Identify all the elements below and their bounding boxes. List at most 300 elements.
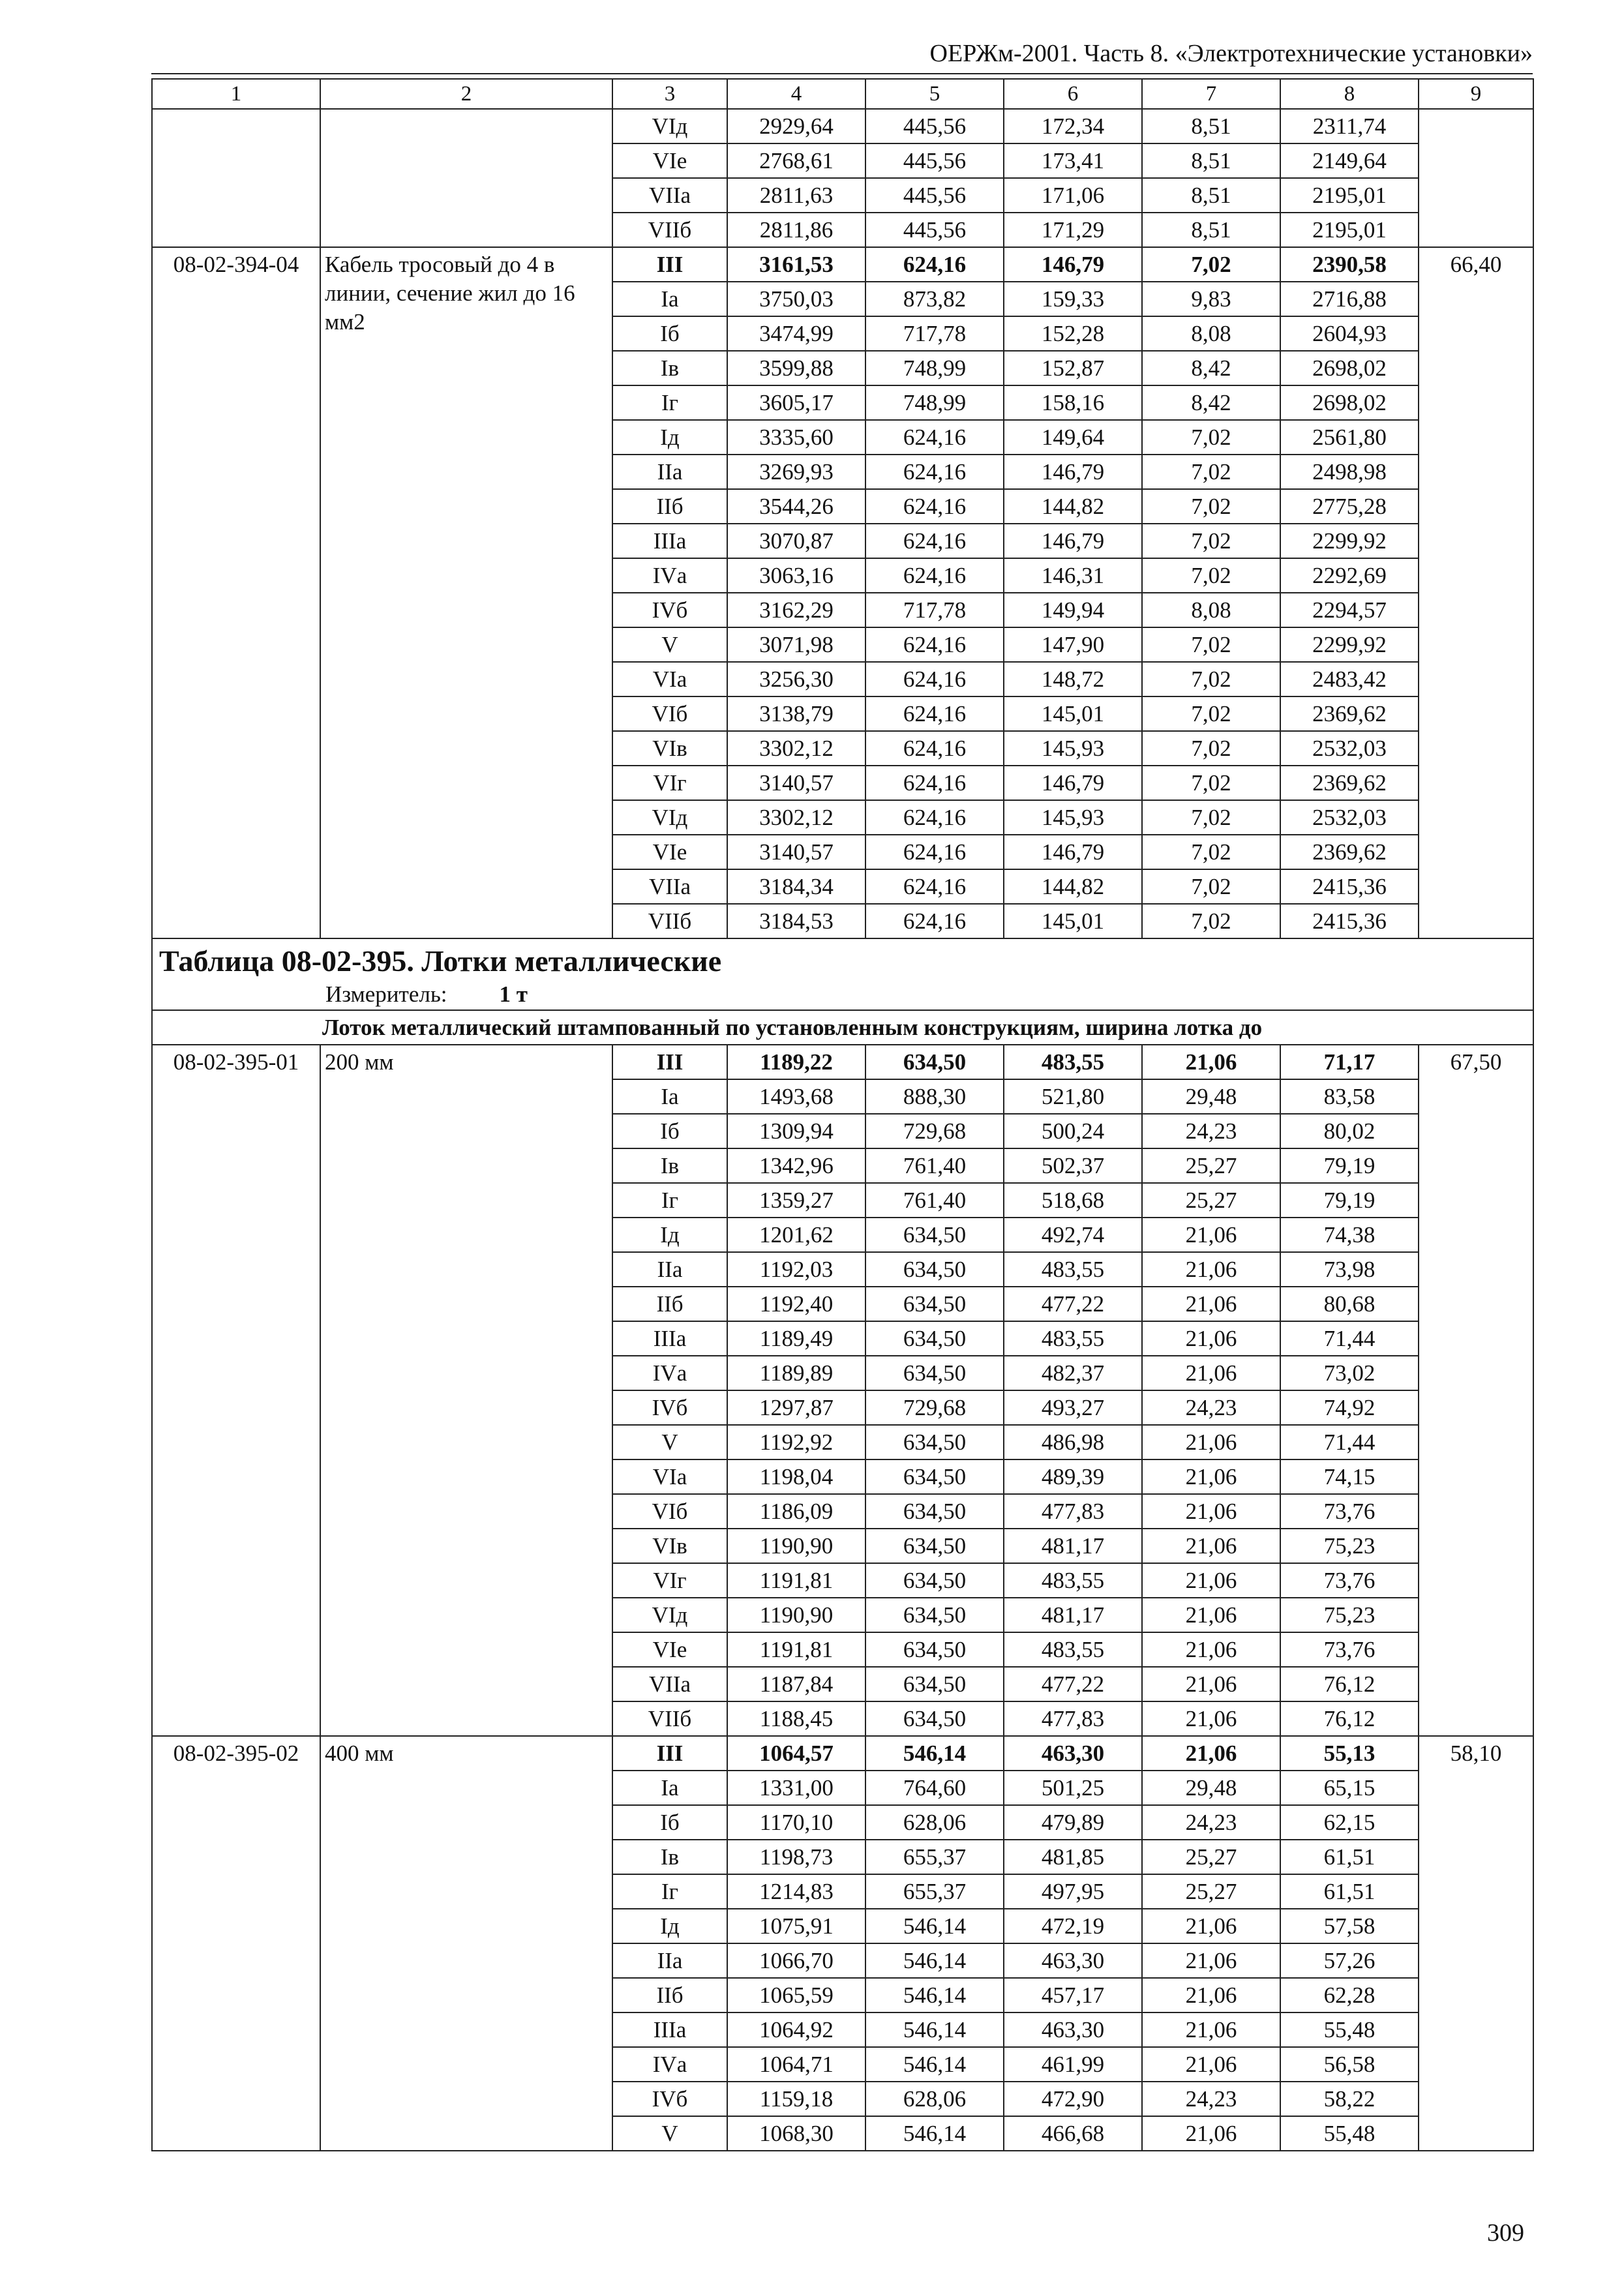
value-cell: 624,16 bbox=[865, 696, 1004, 731]
value-cell: 2369,62 bbox=[1280, 835, 1419, 869]
labor-norm: 66,40 bbox=[1419, 247, 1533, 938]
value-cell: 628,06 bbox=[865, 2082, 1004, 2116]
value-cell: 79,19 bbox=[1280, 1148, 1419, 1183]
value-cell: 2604,93 bbox=[1280, 316, 1419, 351]
value-cell: 2415,36 bbox=[1280, 904, 1419, 938]
value-cell: 7,02 bbox=[1142, 558, 1280, 593]
region-cell: VIв bbox=[612, 1529, 727, 1563]
value-cell: 2294,57 bbox=[1280, 593, 1419, 627]
region-cell: Iг bbox=[612, 1874, 727, 1909]
value-cell: 1066,70 bbox=[727, 1943, 865, 1978]
value-cell: 1309,94 bbox=[727, 1114, 865, 1148]
region-cell: IIб bbox=[612, 1287, 727, 1321]
region-cell: VIе bbox=[612, 143, 727, 178]
work-description: 200 мм bbox=[320, 1045, 612, 1736]
labor-norm: 58,10 bbox=[1419, 1736, 1533, 2151]
value-cell: 8,51 bbox=[1142, 178, 1280, 213]
region-cell: IVа bbox=[612, 2047, 727, 2082]
value-cell: 2811,63 bbox=[727, 178, 865, 213]
region-cell: IVб bbox=[612, 2082, 727, 2116]
value-cell: 7,02 bbox=[1142, 904, 1280, 938]
value-cell: 457,17 bbox=[1004, 1978, 1142, 2012]
value-cell: 144,82 bbox=[1004, 869, 1142, 904]
value-cell: 1198,04 bbox=[727, 1459, 865, 1494]
value-cell: 2532,03 bbox=[1280, 731, 1419, 766]
value-cell: 518,68 bbox=[1004, 1183, 1142, 1218]
value-cell: 481,17 bbox=[1004, 1598, 1142, 1632]
value-cell: 1359,27 bbox=[727, 1183, 865, 1218]
value-cell: 55,13 bbox=[1280, 1736, 1419, 1771]
value-cell: 624,16 bbox=[865, 524, 1004, 558]
value-cell: 21,06 bbox=[1142, 1252, 1280, 1287]
value-cell: 463,30 bbox=[1004, 2012, 1142, 2047]
value-cell: 634,50 bbox=[865, 1563, 1004, 1598]
value-cell: 21,06 bbox=[1142, 1909, 1280, 1943]
region-cell: IIб bbox=[612, 489, 727, 524]
region-cell: III bbox=[612, 247, 727, 282]
value-cell: 1190,90 bbox=[727, 1529, 865, 1563]
value-cell: 486,98 bbox=[1004, 1425, 1142, 1459]
value-cell: 147,90 bbox=[1004, 627, 1142, 662]
measurer-line bbox=[159, 980, 1526, 1010]
value-cell: 80,68 bbox=[1280, 1287, 1419, 1321]
value-cell: 1075,91 bbox=[727, 1909, 865, 1943]
region-cell: Iг bbox=[612, 1183, 727, 1218]
value-cell: 152,87 bbox=[1004, 351, 1142, 385]
value-cell: 76,12 bbox=[1280, 1701, 1419, 1736]
value-cell: 1065,59 bbox=[727, 1978, 865, 2012]
value-cell: 481,85 bbox=[1004, 1840, 1142, 1874]
value-cell: 65,15 bbox=[1280, 1771, 1419, 1805]
value-cell: 655,37 bbox=[865, 1840, 1004, 1874]
value-cell: 483,55 bbox=[1004, 1252, 1142, 1287]
value-cell: 1170,10 bbox=[727, 1805, 865, 1840]
value-cell: 634,50 bbox=[865, 1321, 1004, 1356]
table-title: Таблица 08-02-395. Лотки металлические bbox=[159, 944, 722, 978]
value-cell: 8,51 bbox=[1142, 143, 1280, 178]
value-cell: 21,06 bbox=[1142, 2012, 1280, 2047]
position-code: 08-02-395-01 bbox=[152, 1045, 320, 1736]
value-cell: 146,79 bbox=[1004, 835, 1142, 869]
region-cell: Iд bbox=[612, 1909, 727, 1943]
value-cell: 7,02 bbox=[1142, 835, 1280, 869]
value-cell: 472,19 bbox=[1004, 1909, 1142, 1943]
value-cell: 717,78 bbox=[865, 593, 1004, 627]
value-cell: 1186,09 bbox=[727, 1494, 865, 1529]
region-cell: IIа bbox=[612, 455, 727, 489]
value-cell: 479,89 bbox=[1004, 1805, 1142, 1840]
value-cell: 483,55 bbox=[1004, 1045, 1142, 1079]
value-cell: 546,14 bbox=[865, 1909, 1004, 1943]
column-number: 8 bbox=[1280, 79, 1419, 109]
region-cell: IVб bbox=[612, 1390, 727, 1425]
region-cell: IVа bbox=[612, 1356, 727, 1390]
column-number: 9 bbox=[1419, 79, 1533, 109]
region-cell: IIIа bbox=[612, 524, 727, 558]
value-cell: 7,02 bbox=[1142, 420, 1280, 455]
region-cell: VIб bbox=[612, 696, 727, 731]
value-cell: 1191,81 bbox=[727, 1563, 865, 1598]
region-cell: VIIа bbox=[612, 1667, 727, 1701]
value-cell: 145,01 bbox=[1004, 904, 1142, 938]
value-cell: 1331,00 bbox=[727, 1771, 865, 1805]
region-cell: IIа bbox=[612, 1252, 727, 1287]
column-number: 4 bbox=[727, 79, 865, 109]
value-cell: 477,83 bbox=[1004, 1494, 1142, 1529]
value-cell: 1064,92 bbox=[727, 2012, 865, 2047]
region-cell: VIб bbox=[612, 1494, 727, 1529]
table-subheader: Лоток металлический штампованный по установленным конструкциям, ширина лотка до bbox=[152, 1010, 1533, 1045]
column-number: 1 bbox=[152, 79, 320, 109]
value-cell: 2716,88 bbox=[1280, 282, 1419, 316]
value-cell: 1297,87 bbox=[727, 1390, 865, 1425]
region-cell: VIв bbox=[612, 731, 727, 766]
value-cell: 58,22 bbox=[1280, 2082, 1419, 2116]
column-number: 6 bbox=[1004, 79, 1142, 109]
value-cell: 171,06 bbox=[1004, 178, 1142, 213]
value-cell: 21,06 bbox=[1142, 1943, 1280, 1978]
value-cell: 2483,42 bbox=[1280, 662, 1419, 696]
value-cell: 7,02 bbox=[1142, 766, 1280, 800]
region-cell: Iг bbox=[612, 385, 727, 420]
value-cell: 146,79 bbox=[1004, 247, 1142, 282]
value-cell: 501,25 bbox=[1004, 1771, 1142, 1805]
value-cell: 3140,57 bbox=[727, 835, 865, 869]
region-cell: VIIа bbox=[612, 178, 727, 213]
value-cell: 3302,12 bbox=[727, 731, 865, 766]
value-cell: 79,19 bbox=[1280, 1183, 1419, 1218]
value-cell: 21,06 bbox=[1142, 1459, 1280, 1494]
value-cell: 61,51 bbox=[1280, 1840, 1419, 1874]
value-cell: 3070,87 bbox=[727, 524, 865, 558]
value-cell: 2929,64 bbox=[727, 109, 865, 143]
value-cell: 2292,69 bbox=[1280, 558, 1419, 593]
value-cell: 21,06 bbox=[1142, 1978, 1280, 2012]
value-cell: 2311,74 bbox=[1280, 109, 1419, 143]
value-cell: 1192,92 bbox=[727, 1425, 865, 1459]
value-cell: 73,76 bbox=[1280, 1632, 1419, 1667]
region-cell: Iа bbox=[612, 282, 727, 316]
value-cell: 634,50 bbox=[865, 1045, 1004, 1079]
value-cell: 445,56 bbox=[865, 178, 1004, 213]
value-cell: 171,29 bbox=[1004, 213, 1142, 247]
value-cell: 1189,49 bbox=[727, 1321, 865, 1356]
value-cell: 57,58 bbox=[1280, 1909, 1419, 1943]
value-cell: 477,83 bbox=[1004, 1701, 1142, 1736]
value-cell: 56,58 bbox=[1280, 2047, 1419, 2082]
value-cell: 2811,86 bbox=[727, 213, 865, 247]
value-cell: 21,06 bbox=[1142, 2047, 1280, 2082]
value-cell: 73,76 bbox=[1280, 1494, 1419, 1529]
region-cell: VIIб bbox=[612, 904, 727, 938]
value-cell: 71,17 bbox=[1280, 1045, 1419, 1079]
value-cell: 21,06 bbox=[1142, 1045, 1280, 1079]
value-cell: 24,23 bbox=[1142, 2082, 1280, 2116]
table-title-row bbox=[152, 938, 1533, 1010]
value-cell: 2768,61 bbox=[727, 143, 865, 178]
value-cell: 3063,16 bbox=[727, 558, 865, 593]
value-cell: 3302,12 bbox=[727, 800, 865, 835]
value-cell: 73,76 bbox=[1280, 1563, 1419, 1598]
value-cell: 29,48 bbox=[1142, 1771, 1280, 1805]
region-cell: Iв bbox=[612, 1840, 727, 1874]
value-cell: 3138,79 bbox=[727, 696, 865, 731]
value-cell: 717,78 bbox=[865, 316, 1004, 351]
value-cell: 624,16 bbox=[865, 835, 1004, 869]
value-cell: 144,82 bbox=[1004, 489, 1142, 524]
position-code: 08-02-394-04 bbox=[152, 247, 320, 938]
region-cell: Iб bbox=[612, 1114, 727, 1148]
value-cell: 21,06 bbox=[1142, 1598, 1280, 1632]
value-cell: 83,58 bbox=[1280, 1079, 1419, 1114]
value-cell: 521,80 bbox=[1004, 1079, 1142, 1114]
value-cell: 873,82 bbox=[865, 282, 1004, 316]
value-cell: 546,14 bbox=[865, 1978, 1004, 2012]
value-cell: 761,40 bbox=[865, 1183, 1004, 1218]
value-cell: 146,79 bbox=[1004, 524, 1142, 558]
value-cell: 493,27 bbox=[1004, 1390, 1142, 1425]
region-cell: III bbox=[612, 1045, 727, 1079]
value-cell: 21,06 bbox=[1142, 1287, 1280, 1321]
value-cell: 546,14 bbox=[865, 2012, 1004, 2047]
value-cell: 7,02 bbox=[1142, 731, 1280, 766]
value-cell: 8,08 bbox=[1142, 593, 1280, 627]
region-cell: III bbox=[612, 1736, 727, 1771]
value-cell: 2561,80 bbox=[1280, 420, 1419, 455]
value-cell: 489,39 bbox=[1004, 1459, 1142, 1494]
region-cell: VIе bbox=[612, 1632, 727, 1667]
value-cell: 3161,53 bbox=[727, 247, 865, 282]
table-row bbox=[152, 109, 1533, 143]
value-cell: 472,90 bbox=[1004, 2082, 1142, 2116]
region-cell: IIIа bbox=[612, 2012, 727, 2047]
value-cell: 73,02 bbox=[1280, 1356, 1419, 1390]
value-cell: 2299,92 bbox=[1280, 524, 1419, 558]
value-cell: 2195,01 bbox=[1280, 213, 1419, 247]
value-cell: 634,50 bbox=[865, 1667, 1004, 1701]
value-cell: 634,50 bbox=[865, 1218, 1004, 1252]
value-cell: 3269,93 bbox=[727, 455, 865, 489]
value-cell: 3184,53 bbox=[727, 904, 865, 938]
region-cell: VIг bbox=[612, 766, 727, 800]
value-cell: 3474,99 bbox=[727, 316, 865, 351]
measurer-value: 1 т bbox=[499, 981, 528, 1007]
value-cell: 624,16 bbox=[865, 627, 1004, 662]
region-cell: V bbox=[612, 2116, 727, 2151]
value-cell: 461,99 bbox=[1004, 2047, 1142, 2082]
column-number: 5 bbox=[865, 79, 1004, 109]
region-cell: VIд bbox=[612, 109, 727, 143]
value-cell: 748,99 bbox=[865, 385, 1004, 420]
value-cell: 483,55 bbox=[1004, 1563, 1142, 1598]
value-cell: 624,16 bbox=[865, 662, 1004, 696]
value-cell: 492,74 bbox=[1004, 1218, 1142, 1252]
table-title-cell bbox=[152, 938, 1533, 1010]
value-cell: 7,02 bbox=[1142, 800, 1280, 835]
region-cell: IIIа bbox=[612, 1321, 727, 1356]
work-description: Кабель тросовый до 4 в линии, сечение жил до 16 мм2 bbox=[320, 247, 612, 938]
value-cell: 761,40 bbox=[865, 1148, 1004, 1183]
value-cell: 764,60 bbox=[865, 1771, 1004, 1805]
value-cell: 3750,03 bbox=[727, 282, 865, 316]
value-cell: 1342,96 bbox=[727, 1148, 865, 1183]
table-row bbox=[152, 1736, 1533, 1771]
value-cell: 24,23 bbox=[1142, 1805, 1280, 1840]
region-cell: VIIб bbox=[612, 213, 727, 247]
table-row bbox=[152, 1045, 1533, 1079]
value-cell: 73,98 bbox=[1280, 1252, 1419, 1287]
value-cell: 2149,64 bbox=[1280, 143, 1419, 178]
value-cell: 2775,28 bbox=[1280, 489, 1419, 524]
value-cell: 21,06 bbox=[1142, 1425, 1280, 1459]
value-cell: 502,37 bbox=[1004, 1148, 1142, 1183]
value-cell: 158,16 bbox=[1004, 385, 1142, 420]
value-cell: 3071,98 bbox=[727, 627, 865, 662]
column-number: 3 bbox=[612, 79, 727, 109]
value-cell: 2390,58 bbox=[1280, 247, 1419, 282]
value-cell: 888,30 bbox=[865, 1079, 1004, 1114]
work-description bbox=[320, 109, 612, 247]
region-cell: IIа bbox=[612, 1943, 727, 1978]
value-cell: 729,68 bbox=[865, 1390, 1004, 1425]
region-cell: Iб bbox=[612, 1805, 727, 1840]
value-cell: 634,50 bbox=[865, 1252, 1004, 1287]
value-cell: 1214,83 bbox=[727, 1874, 865, 1909]
rates-table bbox=[151, 78, 1534, 2151]
region-cell: VIд bbox=[612, 800, 727, 835]
table-row bbox=[152, 247, 1533, 282]
value-cell: 1064,57 bbox=[727, 1736, 865, 1771]
value-cell: 463,30 bbox=[1004, 1736, 1142, 1771]
value-cell: 62,15 bbox=[1280, 1805, 1419, 1840]
value-cell: 149,94 bbox=[1004, 593, 1142, 627]
value-cell: 624,16 bbox=[865, 766, 1004, 800]
value-cell: 173,41 bbox=[1004, 143, 1142, 178]
value-cell: 71,44 bbox=[1280, 1321, 1419, 1356]
value-cell: 624,16 bbox=[865, 420, 1004, 455]
value-cell: 1201,62 bbox=[727, 1218, 865, 1252]
value-cell: 25,27 bbox=[1142, 1183, 1280, 1218]
value-cell: 1187,84 bbox=[727, 1667, 865, 1701]
value-cell: 729,68 bbox=[865, 1114, 1004, 1148]
value-cell: 3599,88 bbox=[727, 351, 865, 385]
value-cell: 1189,89 bbox=[727, 1356, 865, 1390]
running-header: ОЕРЖм-2001. Часть 8. «Электротехнические установки» bbox=[151, 39, 1533, 74]
position-code: 08-02-395-02 bbox=[152, 1736, 320, 2151]
value-cell: 1191,81 bbox=[727, 1632, 865, 1667]
value-cell: 8,42 bbox=[1142, 385, 1280, 420]
value-cell: 3544,26 bbox=[727, 489, 865, 524]
value-cell: 482,37 bbox=[1004, 1356, 1142, 1390]
value-cell: 7,02 bbox=[1142, 869, 1280, 904]
value-cell: 3184,34 bbox=[727, 869, 865, 904]
region-cell: VIIб bbox=[612, 1701, 727, 1736]
value-cell: 21,06 bbox=[1142, 1218, 1280, 1252]
value-cell: 25,27 bbox=[1142, 1840, 1280, 1874]
value-cell: 146,79 bbox=[1004, 455, 1142, 489]
value-cell: 57,26 bbox=[1280, 1943, 1419, 1978]
value-cell: 2532,03 bbox=[1280, 800, 1419, 835]
value-cell: 1198,73 bbox=[727, 1840, 865, 1874]
value-cell: 76,12 bbox=[1280, 1667, 1419, 1701]
value-cell: 55,48 bbox=[1280, 2116, 1419, 2151]
value-cell: 634,50 bbox=[865, 1632, 1004, 1667]
region-cell: Iв bbox=[612, 1148, 727, 1183]
value-cell: 2369,62 bbox=[1280, 766, 1419, 800]
value-cell: 74,38 bbox=[1280, 1218, 1419, 1252]
value-cell: 21,06 bbox=[1142, 1494, 1280, 1529]
region-cell: VIа bbox=[612, 662, 727, 696]
value-cell: 2299,92 bbox=[1280, 627, 1419, 662]
value-cell: 159,33 bbox=[1004, 282, 1142, 316]
value-cell: 145,93 bbox=[1004, 800, 1142, 835]
page-number: 309 bbox=[1487, 2219, 1524, 2247]
value-cell: 2698,02 bbox=[1280, 385, 1419, 420]
value-cell: 21,06 bbox=[1142, 1529, 1280, 1563]
value-cell: 634,50 bbox=[865, 1425, 1004, 1459]
value-cell: 3256,30 bbox=[727, 662, 865, 696]
value-cell: 24,23 bbox=[1142, 1114, 1280, 1148]
value-cell: 624,16 bbox=[865, 247, 1004, 282]
column-number: 2 bbox=[320, 79, 612, 109]
region-cell: VIе bbox=[612, 835, 727, 869]
value-cell: 21,06 bbox=[1142, 1356, 1280, 1390]
value-cell: 25,27 bbox=[1142, 1874, 1280, 1909]
value-cell: 7,02 bbox=[1142, 627, 1280, 662]
value-cell: 748,99 bbox=[865, 351, 1004, 385]
region-cell: VIд bbox=[612, 1598, 727, 1632]
value-cell: 624,16 bbox=[865, 558, 1004, 593]
value-cell: 146,31 bbox=[1004, 558, 1142, 593]
value-cell: 7,02 bbox=[1142, 247, 1280, 282]
value-cell: 624,16 bbox=[865, 489, 1004, 524]
value-cell: 624,16 bbox=[865, 904, 1004, 938]
region-cell: Iв bbox=[612, 351, 727, 385]
value-cell: 2498,98 bbox=[1280, 455, 1419, 489]
value-cell: 8,51 bbox=[1142, 109, 1280, 143]
measurer-label: Измеритель: bbox=[325, 981, 447, 1007]
value-cell: 152,28 bbox=[1004, 316, 1142, 351]
value-cell: 483,55 bbox=[1004, 1632, 1142, 1667]
value-cell: 74,92 bbox=[1280, 1390, 1419, 1425]
value-cell: 655,37 bbox=[865, 1874, 1004, 1909]
value-cell: 477,22 bbox=[1004, 1287, 1142, 1321]
value-cell: 8,42 bbox=[1142, 351, 1280, 385]
position-code bbox=[152, 109, 320, 247]
value-cell: 445,56 bbox=[865, 143, 1004, 178]
value-cell: 2195,01 bbox=[1280, 178, 1419, 213]
value-cell: 148,72 bbox=[1004, 662, 1142, 696]
value-cell: 634,50 bbox=[865, 1356, 1004, 1390]
region-cell: Iа bbox=[612, 1079, 727, 1114]
value-cell: 463,30 bbox=[1004, 1943, 1142, 1978]
work-description: 400 мм bbox=[320, 1736, 612, 2151]
value-cell: 55,48 bbox=[1280, 2012, 1419, 2047]
value-cell: 24,23 bbox=[1142, 1390, 1280, 1425]
value-cell: 145,01 bbox=[1004, 696, 1142, 731]
value-cell: 7,02 bbox=[1142, 696, 1280, 731]
value-cell: 481,17 bbox=[1004, 1529, 1142, 1563]
labor-norm: 67,50 bbox=[1419, 1045, 1533, 1736]
value-cell: 21,06 bbox=[1142, 1736, 1280, 1771]
region-cell: Iд bbox=[612, 420, 727, 455]
value-cell: 75,23 bbox=[1280, 1529, 1419, 1563]
value-cell: 9,83 bbox=[1142, 282, 1280, 316]
value-cell: 146,79 bbox=[1004, 766, 1142, 800]
value-cell: 1068,30 bbox=[727, 2116, 865, 2151]
region-cell: IVа bbox=[612, 558, 727, 593]
value-cell: 634,50 bbox=[865, 1494, 1004, 1529]
